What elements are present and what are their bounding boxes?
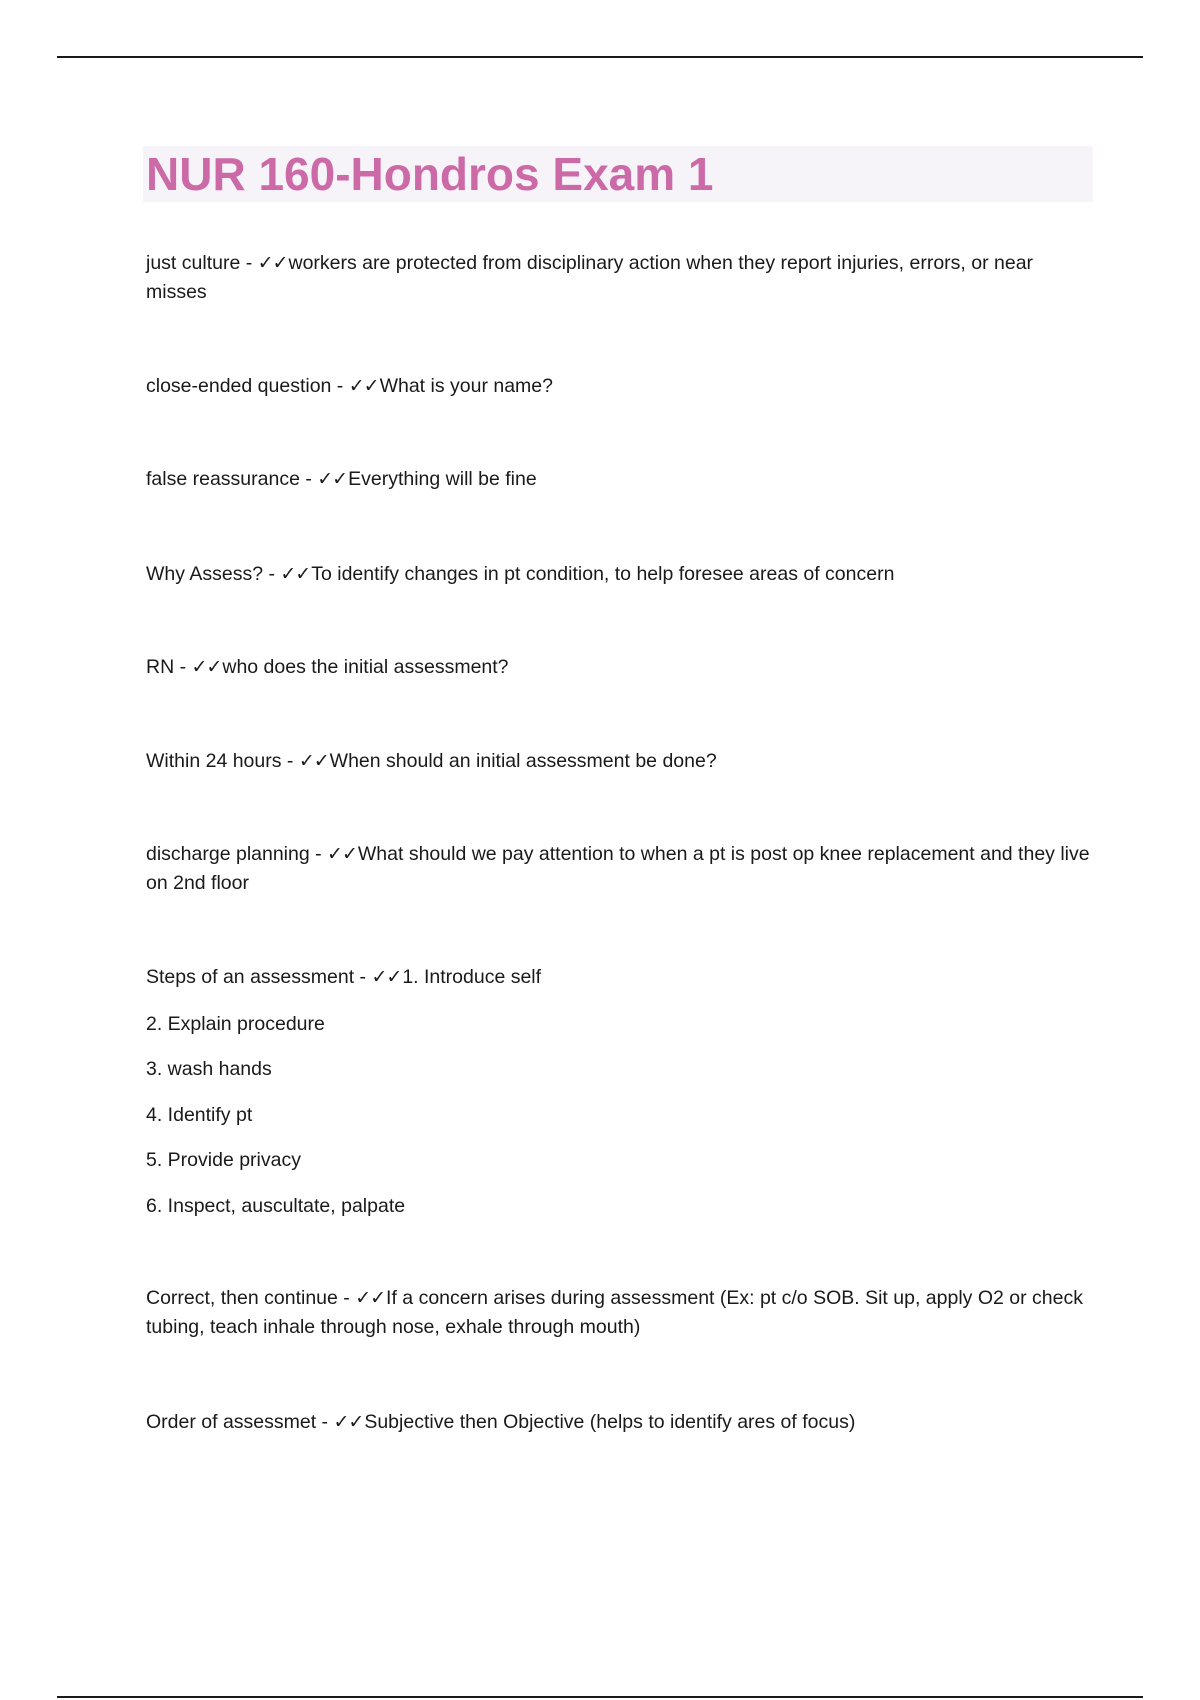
entry-separator: - xyxy=(263,563,281,585)
entry-term: discharge planning xyxy=(146,843,310,865)
double-check-icon: ✓✓ xyxy=(333,1411,364,1433)
entry-separator: - xyxy=(281,750,299,772)
entry-separator: - xyxy=(316,1411,334,1433)
entry-separator: - xyxy=(174,656,192,678)
flashcard-entry xyxy=(146,560,1096,589)
entry-separator: - xyxy=(309,843,328,865)
entry-term: close-ended question xyxy=(146,375,332,397)
entry-separator: - xyxy=(240,252,258,274)
entry-definition: 1. Introduce self xyxy=(402,966,542,988)
double-check-icon: ✓✓ xyxy=(257,252,288,274)
double-check-icon: ✓✓ xyxy=(371,966,402,988)
entry-definition: workers are protected from disciplinary action when they report injuries, errors, or near misses xyxy=(146,252,1034,303)
entry-term: RN xyxy=(146,656,175,678)
double-check-icon: ✓✓ xyxy=(191,656,222,678)
double-check-icon: ✓✓ xyxy=(317,468,348,490)
flashcard-entry xyxy=(146,747,1096,776)
entry-term: Correct, then continue xyxy=(146,1287,338,1309)
top-rule xyxy=(57,56,1143,58)
entry-term: Steps of an assessment xyxy=(146,966,355,988)
entry-definition: Subjective then Objective (helps to identify ares of focus) xyxy=(364,1411,856,1433)
double-check-icon: ✓✓ xyxy=(327,843,357,865)
flashcard-entry xyxy=(146,840,1096,898)
flashcard-entry xyxy=(146,963,1096,992)
assessment-step: 6. Inspect, auscultate, palpate xyxy=(146,1195,406,1217)
double-check-icon: ✓✓ xyxy=(298,750,329,772)
entry-definition: who does the initial assessment? xyxy=(222,656,509,678)
entry-definition: If a concern arises during assessment (Ex: pt c/o SOB. Sit up, apply O2 or check tubing, teach inhale through nose, exhale through mouth) xyxy=(146,1287,1083,1338)
bottom-rule xyxy=(57,1696,1143,1698)
flashcard-entry xyxy=(146,249,1096,307)
document-title: NUR 160-Hondros Exam 1 xyxy=(146,148,714,200)
double-check-icon: ✓✓ xyxy=(280,563,311,585)
flashcard-entry xyxy=(146,465,1096,494)
entry-separator: - xyxy=(299,468,318,490)
assessment-step: 5. Provide privacy xyxy=(146,1149,301,1171)
entry-definition: What is your name? xyxy=(379,375,553,397)
entry-definition: What should we pay attention to when a pt is post op knee replacement and they live on 2nd floor xyxy=(146,843,1090,894)
entry-definition: To identify changes in pt condition, to help foresee areas of concern xyxy=(311,563,895,585)
flashcard-entry xyxy=(146,1284,1096,1342)
double-check-icon: ✓✓ xyxy=(355,1287,386,1309)
double-check-icon: ✓✓ xyxy=(348,375,379,397)
entry-term: false reassurance xyxy=(146,468,300,490)
entry-separator: - xyxy=(337,1287,356,1309)
entry-definition: Everything will be fine xyxy=(348,468,537,490)
flashcard-entry xyxy=(146,1408,1096,1437)
flashcard-entry xyxy=(146,653,1096,682)
assessment-step: 4. Identify pt xyxy=(146,1104,253,1126)
entry-term: Within 24 hours xyxy=(146,750,282,772)
entry-definition: When should an initial assessment be done? xyxy=(329,750,717,772)
entry-term: Order of assessmet xyxy=(146,1411,317,1433)
entry-separator: - xyxy=(331,375,349,397)
entry-term: just culture xyxy=(146,252,241,274)
assessment-step: 2. Explain procedure xyxy=(146,1013,325,1035)
assessment-step: 3. wash hands xyxy=(146,1058,272,1080)
entry-term: Why Assess? xyxy=(146,563,264,585)
entry-separator: - xyxy=(354,966,372,988)
flashcard-entry xyxy=(146,372,1096,401)
